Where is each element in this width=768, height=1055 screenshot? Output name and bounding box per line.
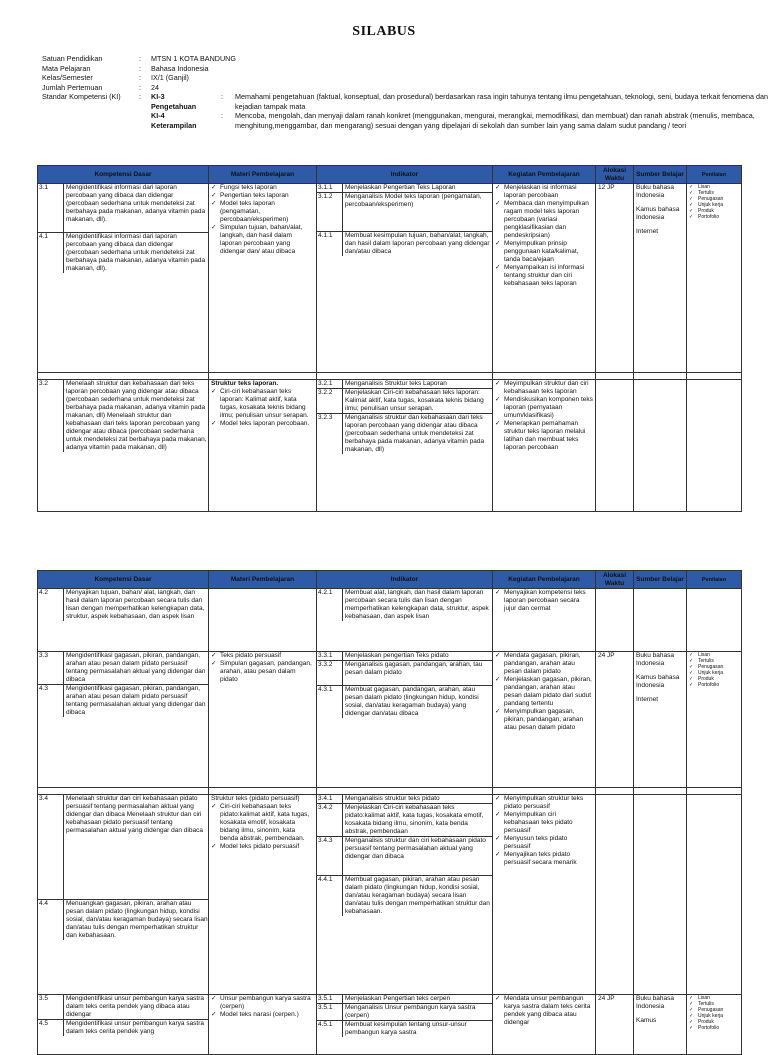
indicator-number: 3.5.1	[317, 995, 343, 1004]
kd-number: 4.5	[38, 1020, 64, 1036]
ki3-text: Memahami pengetahuan (faktual, konseptual, dan prosedural) berdasarkan rasa ingin tahunya tentang ilmu pengetahuan, teknologi, seni, budaya terkait fenomena dan kejadian tampak mata	[235, 92, 768, 111]
materi-list	[211, 995, 314, 1019]
kd-number: 3.3	[38, 652, 64, 685]
kd-text: Mengidentifikasi gagasan, pikiran, pandangan, arahan atau pesan dalam pidato persuasif tentang permasalahan aktual yang didengar dan dibaca	[64, 652, 208, 685]
list-item: ✓ Penugasan	[689, 196, 739, 202]
alokasi-value: 24 JP	[596, 995, 634, 1055]
indicator-text: Menganalisis Unsur pembangun karya sastra (cerpen)	[343, 1004, 492, 1021]
syllabus-table-2	[37, 570, 742, 1055]
list-item: ✓ Menyajikan teks pidato persuasif secara menarik	[495, 851, 593, 867]
kegiatan-list	[495, 184, 593, 288]
penilaian-list	[689, 995, 739, 1031]
sumber-item: Internet	[636, 696, 659, 703]
page-title: SILABUS	[352, 24, 416, 39]
sumber-item: Kamus bahasa Indonesia	[636, 206, 680, 221]
list-item: ✓ Menyusun teks pidato persuasif	[495, 835, 593, 851]
indicator-text: Membuat gagasan, pikiran, arahan atau pesan dalam pidato (lingkungan hidup, kondisi sosial, dan/atau keragaman budaya) secara lisan dan/atau tulis dengan memperhatikan struktur dan kebahasaan.	[345, 876, 490, 915]
list-item: ✓ Tertulis	[689, 1001, 739, 1007]
indicator-number: 3.1.1	[317, 184, 343, 193]
table-row	[38, 184, 742, 373]
kegiatan-list	[495, 795, 593, 867]
indicator-text: Menjelaskan Pengertian Teks Laporan	[343, 184, 492, 193]
indicator-number: 3.3.2	[317, 661, 343, 686]
info-value: MTSN 1 KOTA BANDUNG	[151, 54, 236, 63]
indicator-text: Menganalisis struktur dan ciri kebahasaan pidato persuasif tentang permasalahan aktual yang didengar dan dibaca	[343, 837, 492, 876]
table-row-spacer	[38, 788, 742, 795]
header-sumber: Sumber Belajar	[634, 571, 687, 589]
kd-number: 4.3	[38, 685, 64, 717]
info-colon: :	[139, 92, 141, 101]
header-kd: Kompetensi Dasar	[38, 571, 209, 589]
indicator-text: Membuat kesimpulan tujuan, bahan/alat, langkah, dan hasil dalam laporan percobaan yang didengar dan/atau dibaca	[345, 232, 490, 255]
info-colon: :	[139, 54, 141, 63]
list-item: ✓ Lisan	[689, 184, 739, 190]
list-item: ✓ Model teks pidato persuasif	[211, 843, 314, 851]
materi-list	[211, 184, 314, 256]
indicator-number: 3.3.1	[317, 652, 343, 661]
ki3-sub: Pengetahuan	[151, 101, 197, 111]
list-item: ✓ Produk	[689, 208, 739, 214]
list-item: ✓ Lisan	[689, 652, 739, 658]
list-item: ✓ Tertulis	[689, 658, 739, 664]
header-alokasi: Alokasi Waktu	[596, 571, 634, 589]
kd-text: Menuangkan gagasan, pikiran, arahan atau pesan dalam pidato (lingkungan hidup, kondisi sosial, dan/atau keragaman budaya) secara lisan dan/atau tulis dengan memperhatikan struktur dan kebahasaan.	[66, 900, 208, 939]
header-kegiatan: Kegiatan Pembelajaran	[493, 571, 596, 589]
indicator-text: Menjelaskan Ciri-ciri kebahasaan teks laporan: Kalimat aktif, kata tugas, kosakata teknis bidang ilmu; penulisan unsur serapan.	[343, 389, 492, 414]
sumber-item: Kamus	[636, 1017, 657, 1024]
indicator-text: Membuat alat, langkah, dan hasil dalam laporan percobaan secara tulis dan lisan dengan memperhatikan kelengkapan data, struktur, aspek kebahasaan, dan aspek lisan	[345, 589, 489, 620]
alokasi-value: 24 JP	[596, 652, 634, 788]
list-item: ✓ Menjelaskan isi informasi laporan percobaan	[495, 184, 593, 200]
kd-number: 4.2	[38, 589, 64, 621]
indicator-text: Menjelaskan Pengertian teks cerpen	[343, 995, 492, 1004]
kd-text: Menelaah struktur dan ciri kebahasaan pidato persuasif tentang permasalahan aktual yang didengar dan dibaca Menelaah struktur dan ciri kebahasaan pidato persuasif tentang permasalahan aktual yang didengar dan dibaca	[64, 795, 208, 900]
header-kegiatan: Kegiatan Pembelajaran	[493, 166, 596, 184]
kd-number: 4.1	[38, 233, 64, 273]
kd-text: Mengidentifikasi informasi dari laporan percobaan yang dibaca dan didengar (percobaan sederhana untuk mendeteksi zat berbahaya pada makanan, adanya vitamin pada makanan, dll).	[64, 184, 208, 233]
header-kd: Kompetensi Dasar	[38, 166, 209, 184]
info-colon: :	[139, 82, 141, 92]
table-row	[38, 795, 742, 995]
penilaian-list	[689, 652, 739, 688]
indicator-number: 4.4.1	[317, 876, 343, 916]
info-value: IX/1 (Ganjil)	[151, 73, 189, 82]
list-item: ✓ Unjuk kerja	[689, 1013, 739, 1019]
materi-list	[211, 803, 314, 851]
table-row	[38, 380, 742, 512]
header-penilaian: Penilaian	[687, 571, 742, 589]
list-item: ✓ Ciri-ciri kebahasaan teks pidato:kalimat aktif, kata tugas, kosakata emotif, kosakata bidang ilmu, sinonim, kata benda abstrak, pembendaan.	[211, 803, 314, 843]
header-indikator: Indikator	[317, 166, 493, 184]
list-item: ✓ Unjuk kerja	[689, 670, 739, 676]
kd-text: Mengidentifikasi gagasan, pikiran, pandangan, arahan atau pesan dalam pidato persuasif tentang permasalahan aktual yang didengar dan dibaca	[66, 685, 206, 716]
list-item: ✓ Ciri-ciri kebahasaan teks laporan: Kalimat aktif, kata tugas, kosakata teknis bidang ilmu; penulisan unsur serapan.	[211, 388, 314, 420]
list-item: ✓ Membaca dan menyimpulkan ragam model teks laporan percobaan (variasi pengklasifikasian dan pendeskripsian)	[495, 200, 593, 240]
materi-list	[211, 388, 314, 428]
sumber-item: Buku bahasa Indonesia	[636, 184, 674, 199]
list-item: ✓ Model teks laporan (pengamatan, percobaan/eksperimen)	[211, 200, 314, 224]
list-item: ✓ Model teks narasi (cerpen.)	[211, 1011, 314, 1019]
indicator-number: 4.3.1	[317, 686, 343, 718]
indicator-number: 3.4.1	[317, 795, 343, 804]
list-item: ✓ Mendata unsur pembangun karya sastra dalam teks cerita pendek yang dibaca atau didengar	[495, 995, 593, 1027]
list-item: ✓ Menjelaskan gagasan, pikiran, pandangan, arahan atau pesan dalam pidato dari sudut pandang tertentu	[495, 676, 593, 708]
list-item: ✓ Teks pidato persuasif	[211, 652, 314, 660]
list-item: ✓ Penugasan	[689, 664, 739, 670]
indicator-text: Menganalisis Struktur teks Laporan	[343, 380, 492, 389]
materi-list	[211, 652, 314, 684]
info-label: Standar Kompetensi (KI)	[42, 92, 121, 101]
kd-text: Mengidentifikasi unsur pembangun karya sastra dalam teks cerita pendek yang	[66, 1020, 205, 1035]
alokasi-value: 12 JP	[596, 184, 634, 373]
list-item: ✓ Lisan	[689, 995, 739, 1001]
indicator-text: Membuat kesimpulan tentang unsur-unsur pembangun karya sastra	[345, 1021, 467, 1036]
list-item: ✓ Simpulan gagasan, pandangan, arahan, atau pesan dalam pidato	[211, 660, 314, 684]
info-label: Mata Pelajaran	[42, 63, 91, 73]
indicator-number: 3.2.1	[317, 380, 343, 389]
indicator-number: 3.4.3	[317, 837, 343, 876]
list-item: ✓ Menyimpulkan struktur teks pidato persuasif	[495, 795, 593, 811]
kegiatan-list	[495, 380, 593, 452]
header-materi: Materi Pembelajaran	[209, 571, 317, 589]
indicator-text: Menganalisis struktur teks pidato	[343, 795, 492, 804]
list-item: ✓ Produk	[689, 1019, 739, 1025]
kd-number: 3.2	[38, 380, 64, 452]
table-row	[38, 995, 742, 1055]
list-item: ✓ Tertulis	[689, 190, 739, 196]
info-label: Kelas/Semester	[42, 73, 93, 82]
list-item: ✓ Portofolio	[689, 1025, 739, 1031]
kd-text: Menelaah struktur dan kebahasaan dari teks laporan percobaan yang didengar atau dibaca (percobaan sederhana untuk mendeteksi zat berbahaya pada makanan, adanya vitamin pada makanan, dll) Menelaah struktur dan kebahasaan dari teks laporan percobaan yang didengar atau dibaca (percobaan sederhana untuk mendeteksi zat berbahaya pada makanan, adanya vitamin pada makanan, dll)	[66, 380, 207, 451]
indicator-text: Menjelaskan pengertian Teks pidato	[343, 652, 492, 661]
indicator-number: 3.2.2	[317, 389, 343, 414]
indicator-text: Menjelaskan Ciri-ciri kebahasaan teks pidato:kalimat aktif, kata tugas, kosakata emotif, kosakata bidang ilmu, sinonim, kata benda abstrak, pembendaan	[343, 804, 492, 837]
indicator-number: 3.2.3	[317, 414, 343, 454]
list-item: ✓ Fungsi teks laporan	[211, 184, 314, 192]
list-item: ✓ Model teks laporan percobaan.	[211, 420, 314, 428]
list-item: ✓ Mendata gagasan, pikiran, pandangan, arahan atau pesan dalam pidato	[495, 652, 593, 676]
info-colon: :	[221, 92, 223, 101]
header-materi: Materi Pembelajaran	[209, 166, 317, 184]
indicator-text: Menganalisis struktur dan kebahasaan dari teks laporan percobaan yang didengar atau dibaca (percobaan sederhana untuk mendeteksi zat berbahaya pada makanan, adanya vitamin pada makanan, dll)	[345, 414, 485, 453]
info-colon: :	[139, 63, 141, 73]
indicator-number: 4.1.1	[317, 232, 343, 256]
list-item: ✓ Unjuk kerja	[689, 202, 739, 208]
ki4-label: KI-4	[151, 111, 165, 120]
indicator-text: Membuat gagasan, pandangan, arahan, atau pesan dalam pidato (lingkungan hidup, kondisi sosial, dan/atau keragaman budaya) yang didengar dan/atau dibaca	[345, 686, 479, 717]
list-item: ✓ Menyajikan kompetensi teks laporan percobaan secara jujur dan cermat	[495, 589, 593, 613]
list-item: ✓ Pengertian teks laporan	[211, 192, 314, 200]
list-item: ✓ Unsur pembangun karya sastra (cerpen)	[211, 995, 314, 1011]
list-item: ✓ Menyimpulkan prinsip penggunaan kata/kalimat, tanda baca/ejaan	[495, 240, 593, 264]
sumber-item: Kamus bahasa Indonesia	[636, 674, 680, 689]
list-item: ✓ Produk	[689, 676, 739, 682]
table-row-spacer	[38, 373, 742, 380]
header-alokasi: Alokasi Waktu	[596, 166, 634, 184]
list-item: ✓ Mendiskusikan komponen teks laporan (pernyataan umum/klasifikasi)	[495, 396, 593, 420]
list-item: ✓ Portofolio	[689, 682, 739, 688]
kegiatan-list	[495, 652, 593, 732]
ki4-sub: Keterampilan	[151, 120, 197, 130]
list-item: ✓ Meyimpulkan struktur dan ciri kebahasaan teks laporan	[495, 380, 593, 396]
info-label: Satuan Pendidikan	[42, 54, 103, 63]
list-item: ✓ Penugasan	[689, 1007, 739, 1013]
indicator-text: Menganalisis gagasan, pandangan, arahan, tau pesan dalam pidato	[343, 661, 492, 686]
indicator-number: 4.5.1	[317, 1021, 343, 1037]
indicator-number: 4.2.1	[317, 589, 343, 621]
syllabus-table-1	[37, 165, 742, 512]
info-colon: :	[139, 73, 141, 82]
kd-number: 3.4	[38, 795, 64, 900]
materi-title: Struktur teks (pidato persuasif)	[211, 795, 300, 802]
header-penilaian: Penilaian	[687, 166, 742, 184]
list-item: ✓ Menyimpulkan gagasan, pikiran, pandangan, arahan atau pesan dalam pidato	[495, 708, 593, 732]
ki4-text: Mencoba, mengolah, dan menyaji dalam ranah konkret (menggunakan, mengurai, merangkai, memodifikasi, dan membuat) dan ranah abstrak (menulis, membaca, menghitung,menggambar, dan mengarang) sesuai dengan yang dipelajari di sekolah dan sumber lain yang sama dalam sudut pandang / teori	[235, 111, 755, 130]
kd-number: 3.5	[38, 995, 64, 1020]
header-indikator: Indikator	[317, 571, 493, 589]
list-item: ✓ Portofolio	[689, 214, 739, 220]
kd-text: Menyajikan tujuan, bahan/ alat, langkah, dan hasil dalam laporan percobaan secara tulis dan lisan dengan memperhatikan kelengkapan data, struktur, aspek kebahasaan, dan aspek lisan	[66, 589, 205, 620]
list-item: ✓ Simpulan tujuan, bahan/alat, langkah, dan hasil dalam laporan percobaan yang didengar dan/ atau dibaca	[211, 224, 314, 256]
info-value: Bahasa Indonesia	[151, 63, 209, 73]
sumber-item: Internet	[636, 228, 659, 235]
sumber-item: Buku bahasa Indonesia	[636, 995, 674, 1010]
sumber-item: Buku bahasa Indonesia	[636, 652, 674, 667]
table-row	[38, 652, 742, 788]
kegiatan-list	[495, 995, 593, 1027]
indicator-number: 3.4.2	[317, 804, 343, 837]
indicator-text: Menganalisis Model teks laporan (pengamatan, percobaan/eksperimen)	[343, 193, 492, 232]
ki3-label: KI-3	[151, 92, 165, 101]
list-item: ✓ Menyampaikan isi informasi tentang struktur dan ciri kebahasaan teks laporan	[495, 264, 593, 288]
kegiatan-list	[495, 589, 593, 613]
materi-title: Struktur teks laporan.	[211, 380, 279, 387]
info-colon: :	[221, 111, 223, 120]
info-label: Jumlah Pertemuan	[42, 82, 103, 92]
kd-number: 3.1	[38, 184, 64, 233]
penilaian-list	[689, 184, 739, 220]
list-item: ✓ Menerapkan pemahaman struktur teks laporan melalui latihan dan membuat teks laporan percobaan	[495, 420, 593, 452]
header-sumber: Sumber Belajar	[634, 166, 687, 184]
kd-text: Mengidentifikasi informasi dari laporan percobaan yang dibaca dan didengar (percobaan sederhana untuk mendeteksi zat berbahaya pada makanan, adanya vitamin pada makanan, dll).	[66, 233, 206, 272]
indicator-number: 3.1.2	[317, 193, 343, 232]
info-value: 24	[151, 82, 159, 92]
kd-text: Mengidentifikasi unsur pembangun karya sastra dalam teks cerita pendek yang dibaca atau didengar	[64, 995, 208, 1020]
table-row	[38, 589, 742, 652]
kd-number: 4.4	[38, 900, 64, 940]
list-item: ✓ Menyimpulkan ciri kebahasaan teks pidato persuasif	[495, 811, 593, 835]
indicator-number: 3.5.1	[317, 1004, 343, 1021]
